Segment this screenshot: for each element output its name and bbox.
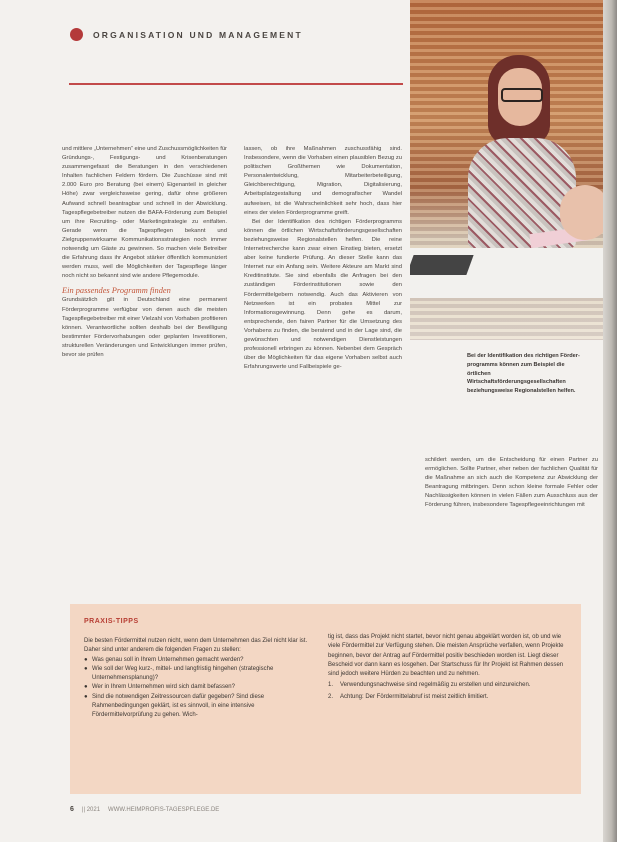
- section-header: [70, 28, 303, 41]
- section-title: ORGANISATION UND MANAGEMENT: [93, 29, 303, 40]
- page-edge: [603, 0, 617, 842]
- bullet-icon: ●: [84, 693, 88, 700]
- bullet-icon: ●: [84, 684, 88, 691]
- tips-title: PRAXIS-TIPPS: [84, 618, 139, 625]
- article-column-2: [244, 145, 402, 540]
- footer-url: WWW.HEIMPROFIS-TAGESPFLEGE.DE: [108, 806, 220, 813]
- paragraph: schildert werden, um die Entscheidung für einen Partner zu ermöglichen. Sollte Partner, eher neben der fachlichen Qualität für die Maßnahme an sich auch die Kompetenz zur Abwicklung der Beantragung mitbringen. Denn schon kleine formale Fehler oder Nachlässigkeiten können in vielen Fällen zum Ausschluss aus der Förderung führen, insbesondere Tagespflegeeinrichtungen mit: [425, 457, 598, 509]
- page-footer: [70, 806, 219, 813]
- issue-label: || 2021: [81, 806, 101, 813]
- tips-paragraph: tig ist, dass das Projekt nicht startet, bevor nicht genau abgeklärt worden ist, ob und wie viele Fördermittel zur Verfügung stehen. Die meisten Ansprüche verfallen, wenn Projekte beginnen, bevor der Antrag auf Fördermittel positiv beschieden worden ist. Liegt dieser Bescheid vor dann kann es losgehen. Der Startschuss für Ihr Projekt ist Rahmen dessen sind jedoch weitere Hürden zu beachten und zu nehmen.: [328, 634, 564, 678]
- article-photo: [410, 0, 603, 340]
- list-item: ● Was genau soll in Ihrem Unternehmen gemacht werden?: [84, 656, 312, 665]
- list-item: ● Sind die notwendigen Zeitressourcen dafür gegeben? Sind diese Rahmenbedingungen geklärt, ist es sinnvoll, in eine intensive Fördermittelvorprüfung zu gehen. Wich-: [84, 693, 312, 721]
- list-item: ● Wer in Ihrem Unternehmen wird sich damit befassen?: [84, 683, 312, 692]
- bullet-icon: ●: [84, 656, 88, 663]
- list-item: ● Wie soll der Weg kurz-, mittel- und langfristig hingehen (strategische Unternehmensplanung)?: [84, 665, 312, 684]
- praxis-tips-box: [70, 604, 581, 794]
- tips-right-column: [328, 633, 564, 702]
- paragraph: lassen, ob ihre Maßnahmen zuschussfähig sind. Insbesondere, wenn die Vorhaben einen plausiblen Bezug zu politischen Großthemen wie Dokumentation, Personalentwicklung, Mitarbeiterbeteiligung, Gleichberechtigung, Migration, Digitalisierung, Arbeitsplatzgestaltung und demografischer Wandel aufweisen, ist die Wahrscheinlichkeit sehr hoch, dass hier eines der vielen Förderprogramme greift.: [244, 146, 402, 216]
- paragraph: und mittlere „Unternehmen“ eine und Zuschussmöglichkeiten für Gründungs-, Festigungs- und Krisenberatungen zusammengefasst die Beratungen in den verschiedenen Inhalten fachlichen Feldern fördern. Die Zuschüsse sind mit 2.000 Euro pro Beratung (bei einem) Eigenanteil in gleicher Höhe) zwar vergleichsweise gering, dafür ohne größeren Aufwand schnell beantragbar und schnell in der Abwicklung. Tagespflegebetreiber nutzen die BAFA-Förderung zum Beispiel um ihre Recruiting- oder Marketingstrategie zu entfalten. Gerade wenn die Tagespflegen bekannt und Zielgruppenwirksame Kommunikationsstrategien noch immer notwendig um Gäste zu gewinnen. So machen viele Betreiber die Erfahrung dass ihr Angebot stärker öffentlich kommuniziert werden muss, weil die Möglichkeiten der Tagespflege länger noch nicht so bekannt sind wie andere Pflegemodule.: [62, 146, 227, 280]
- photo-caption: Bei der Identifikation des richtigen Förder-programms können zum Beispiel die örtlichen Wirtschaftsförderungsgesellschaften beziehungsweise Regionalstellen helfen.: [467, 353, 580, 395]
- numbered-item: 1. Verwendungsnachweise sind regelmäßig zu erstellen und einzureichen.: [328, 682, 531, 689]
- page-number: 6: [70, 806, 74, 813]
- bullet-icon: ●: [84, 665, 88, 672]
- article-column-3: [425, 456, 598, 540]
- subheading: Ein passendes Programm finden: [62, 286, 171, 296]
- numbered-item: 2. Achtung: Der Fördermittelabruf ist meist zeitlich limitiert.: [328, 693, 489, 700]
- section-dot-icon: [70, 28, 83, 41]
- paragraph: Grundsätzlich gilt in Deutschland eine permanent Förderprogramme verfügbar von denen auch die meisten Tagespflegebetreiber mit einer Vielzahl von Vorhaben profitieren können. Verantwortliche sollten deshalb bei der Bewilligung bestimmter Fördervorhabungen oder geplanten Investitionen, strukturellen Veränderungen und Entwicklungen immer prüfen, bevor sie prüfen: [62, 297, 227, 358]
- article-column-1: [62, 145, 227, 540]
- tips-intro: Die besten Fördermittel nutzen nicht, wenn dem Unternehmen das Ziel nicht klar ist. Daher sind unter anderem die folgenden Fragen zu stellen:: [84, 638, 308, 654]
- header-rule: [69, 83, 403, 85]
- paragraph: Bei der Identifikation des richtigen Förderprogramms können die örtlichen Wirtschaftsförderungsgesellschaften beziehungsweise Regionalstellen helfen. Die reine Internetrecherche kann zwar einen Einstieg bieten, ersetzt aber keine fundierte Prüfung. An dieser Stelle kann das Internet nur ein Anfang sein. Weitere Akteure am Markt sind Kreditinstitute. Sie sind ebenfalls die Anfragen bei den zuständigen Förderinstitutionen sowie den Fördermittelgebern notwendig. Auch das Aktivieren von Netzwerken ist ein probates Mittel zur Informationsgewinnung. Denn gehe es darum, entsprechende, den fairen Partner für die Umsetzung des Vorhabens zu finden, die beratend und in der Lage sind, die gewünschten und notwendigen Dienstleistungen professionell erbringen zu können. Nebenbei dem Gespräch über die Möglichkeiten für das eigene Vorhaben selbst auch Erfahrungswerte und Fallbeispiele ge-: [244, 218, 402, 371]
- tips-left-column: [84, 637, 312, 721]
